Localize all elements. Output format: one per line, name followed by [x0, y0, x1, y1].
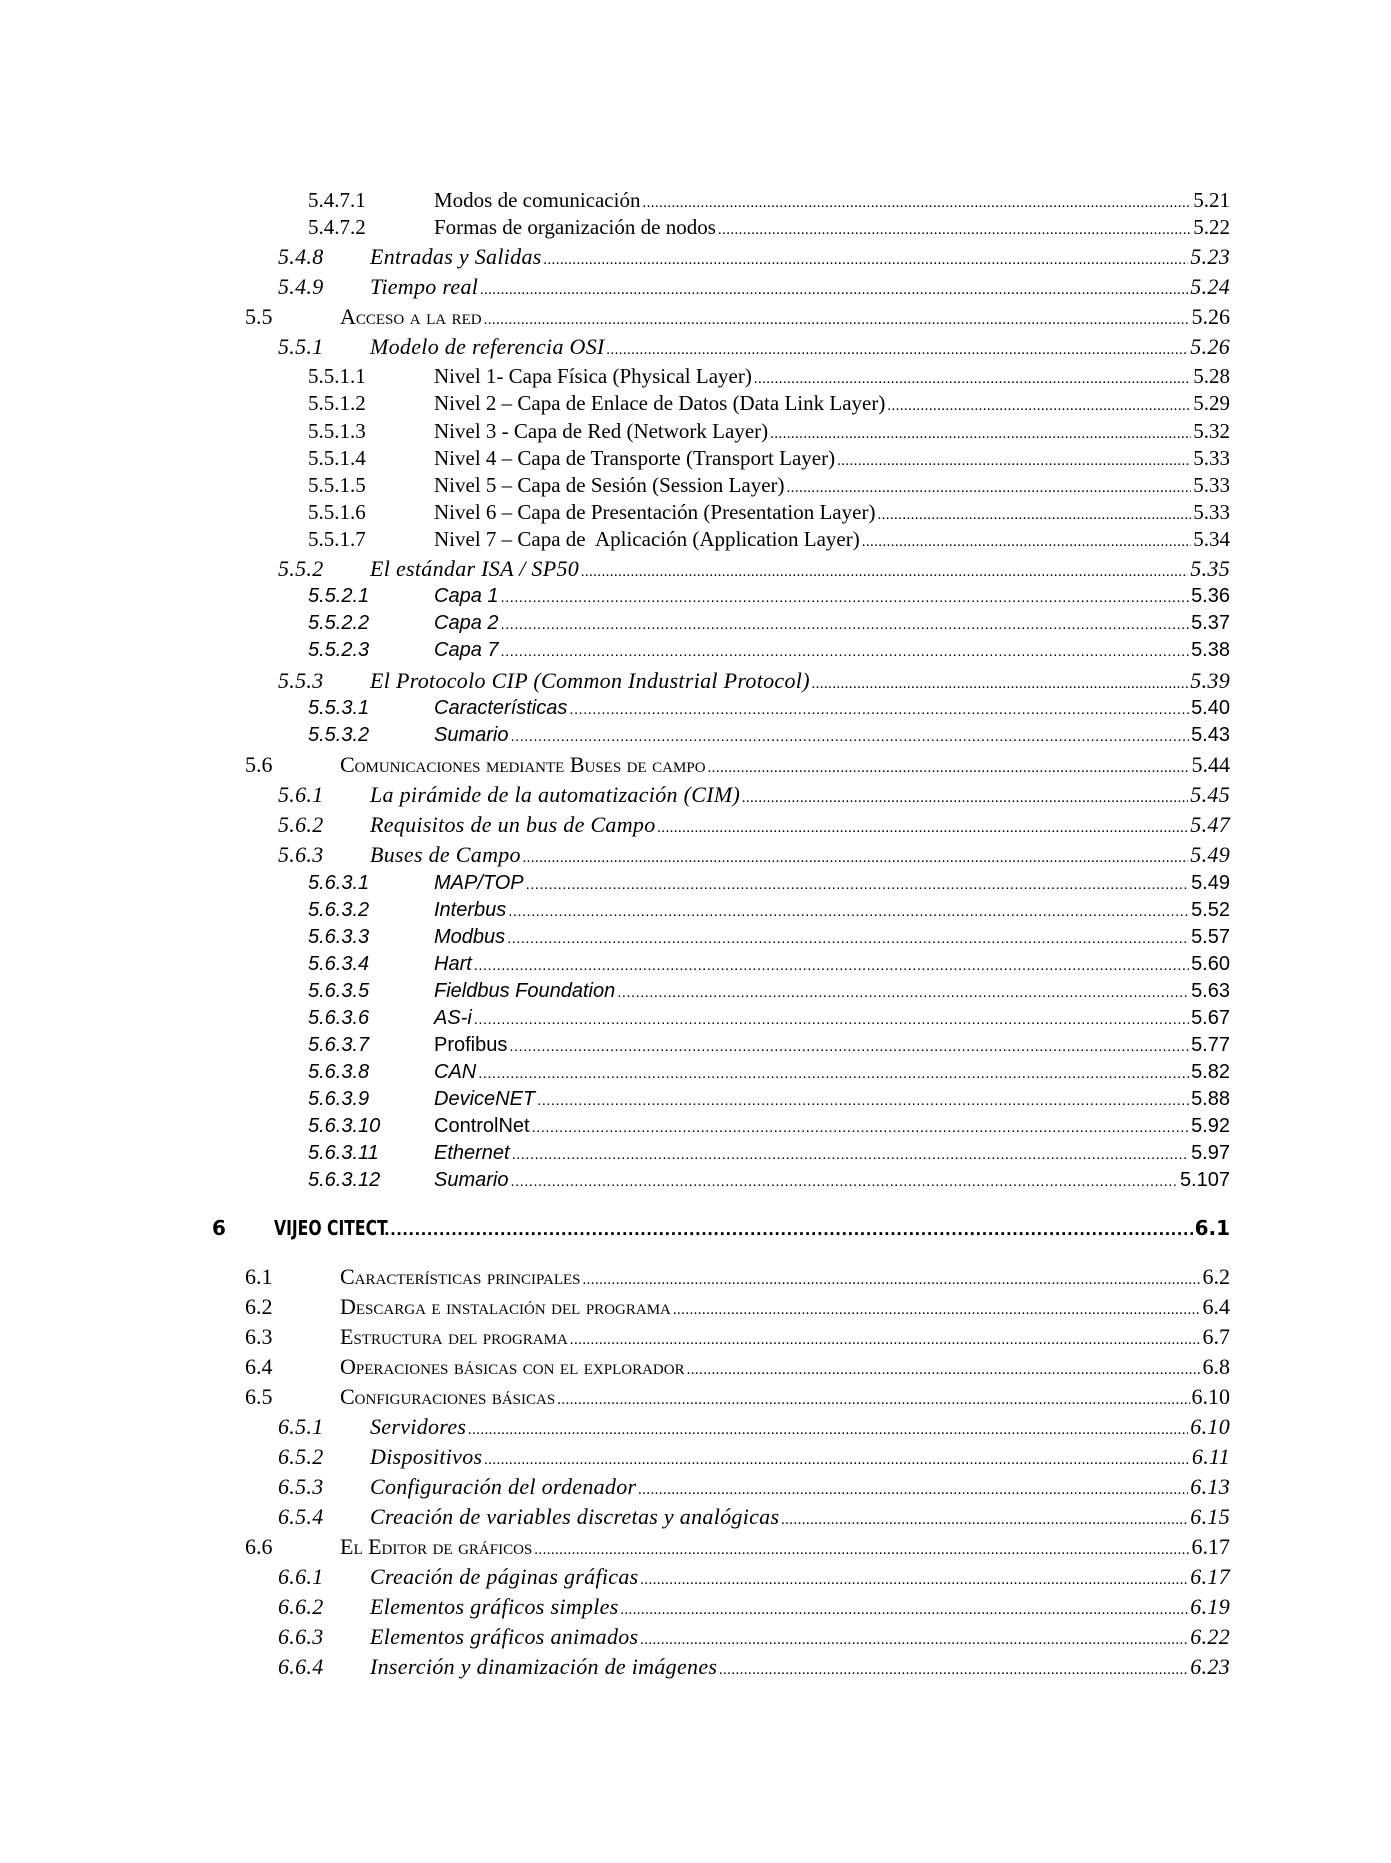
toc-entry-5-5-1[interactable] — [278, 334, 1230, 360]
dot-leader — [781, 1512, 1188, 1529]
toc-entry-5-6-3-2[interactable] — [308, 899, 1230, 922]
toc-entry-title: El Editor de gráficos — [340, 1534, 533, 1559]
toc-entry-number: 5.5.2.2 — [308, 612, 370, 634]
toc-entry-page: 5.33 — [1193, 500, 1230, 524]
toc-entry-title: Fieldbus Foundation — [434, 980, 616, 1002]
toc-entry-title: Modos de comunicación — [434, 188, 641, 212]
toc-entry-6-5-3[interactable] — [278, 1474, 1230, 1500]
toc-entry-page: 5.52 — [1191, 899, 1230, 921]
toc-entry-5-5-1-3[interactable] — [308, 419, 1230, 444]
dot-leader — [384, 1221, 1193, 1239]
toc-entry-number: 5.6.3 — [278, 842, 324, 867]
toc-entry-page: 5.97 — [1191, 1142, 1230, 1164]
dot-leader — [468, 1422, 1188, 1439]
toc-entry-number: 5.4.8 — [278, 244, 324, 269]
toc-entry-number: 5.6.3.1 — [308, 872, 370, 894]
toc-entry-5-6-3-11[interactable] — [308, 1142, 1230, 1165]
toc-entry-number: 6.3 — [245, 1324, 273, 1349]
toc-entry-5-4-7-1[interactable] — [308, 188, 1230, 213]
toc-entry-5-5-1-6[interactable] — [308, 500, 1230, 525]
toc-entry-number: 5.5.1.2 — [308, 391, 366, 415]
toc-entry-5-6-3[interactable] — [278, 842, 1230, 868]
dot-leader — [754, 371, 1191, 388]
toc-entry-title: Descarga e instalación del programa — [340, 1294, 671, 1319]
toc-entry-page: 5.29 — [1193, 391, 1230, 415]
toc-entry-number: 5.6.3.11 — [308, 1142, 379, 1164]
toc-entry-number: 6.5.2 — [278, 1444, 324, 1469]
toc-entry-6-5[interactable] — [245, 1384, 1230, 1410]
toc-entry-number: 6.2 — [245, 1294, 273, 1319]
toc-entry-title: Creación de páginas gráficas — [370, 1564, 639, 1589]
toc-entry-title: Dispositivos — [370, 1444, 483, 1469]
dot-leader — [537, 1092, 1189, 1109]
toc-entry-number: 5.6.2 — [278, 812, 324, 837]
toc-entry-6-6-1[interactable] — [278, 1564, 1230, 1590]
toc-entry-6-5-2[interactable] — [278, 1444, 1230, 1470]
toc-entry-page: 5.32 — [1193, 419, 1230, 443]
toc-entry-title: Creación de variables discretas y analógicas — [370, 1504, 780, 1529]
dot-leader — [507, 930, 1189, 947]
toc-entry-title: Nivel 3 - Capa de Red (Network Layer) — [434, 419, 769, 443]
dot-leader — [509, 1038, 1189, 1055]
toc-entry-number: 5.5.1.3 — [308, 419, 366, 443]
toc-entry-title: Capa 2 — [434, 612, 499, 634]
toc-entry-title: DeviceNET — [434, 1088, 536, 1110]
toc-chapter-number: 6 — [212, 1216, 226, 1240]
dot-leader — [484, 1452, 1190, 1469]
toc-entry-number: 5.6.3.2 — [308, 899, 370, 921]
toc-entry-title: Hart — [434, 953, 472, 975]
toc-entry-page: 5.21 — [1193, 188, 1230, 212]
toc-entry-5-5-1-1[interactable] — [308, 364, 1230, 389]
toc-entry-title: La pirámide de la automatización (CIM) — [370, 782, 741, 807]
toc-entry-5-6-3-9[interactable] — [308, 1088, 1230, 1111]
toc-entry-6-5-1[interactable] — [278, 1414, 1230, 1440]
dot-leader — [478, 1065, 1189, 1082]
toc-entry-title: Buses de Campo — [370, 842, 521, 867]
toc-entry-page: 5.36 — [1191, 585, 1230, 607]
toc-entry-number: 5.6.1 — [278, 782, 324, 807]
toc-entry-number: 5.6.3.5 — [308, 980, 370, 1002]
toc-entry-6-6-4[interactable] — [278, 1654, 1230, 1680]
toc-entry-page: 5.88 — [1191, 1088, 1230, 1110]
toc-entry-page: 5.26 — [1190, 334, 1230, 359]
toc-chapter-page: 6.1 — [1194, 1216, 1230, 1240]
toc-entry-title: Capa 7 — [434, 639, 499, 661]
toc-entry-page: 6.2 — [1202, 1264, 1230, 1289]
dot-leader — [474, 957, 1189, 974]
toc-entry-number: 6.1 — [245, 1264, 273, 1289]
toc-entry-number: 5.4.7.1 — [308, 188, 366, 212]
dot-leader — [510, 728, 1189, 745]
toc-entry-6-2[interactable] — [245, 1294, 1230, 1320]
dot-leader — [812, 676, 1188, 693]
toc-entry-5-6-3-6[interactable] — [308, 1007, 1230, 1030]
toc-entry-page: 5.22 — [1193, 215, 1230, 239]
toc-entry-number: 5.6.3.10 — [308, 1115, 381, 1137]
toc-entry-title: Configuraciones básicas — [340, 1384, 556, 1409]
toc-entry-number: 5.5.1.5 — [308, 473, 366, 497]
toc-entry-title: Tiempo real — [370, 274, 479, 299]
toc-entry-title: MAP/TOP — [434, 872, 524, 894]
toc-entry-5-6-3-7[interactable] — [308, 1034, 1230, 1057]
toc-entry-5-6-2[interactable] — [278, 812, 1230, 838]
dot-leader — [621, 1602, 1189, 1619]
toc-entry-title: Configuración del ordenador — [370, 1474, 637, 1499]
toc-entry-page: 6.10 — [1191, 1384, 1230, 1409]
toc-entry-title: Interbus — [434, 899, 507, 921]
toc-entry-page: 5.82 — [1191, 1061, 1230, 1083]
dot-leader — [523, 850, 1188, 867]
toc-entry-number: 6.6 — [245, 1534, 273, 1559]
toc-entry-title: Modelo de referencia OSI — [370, 334, 605, 359]
toc-entry-5-5-1-7[interactable] — [308, 527, 1230, 552]
toc-entry-number: 5.6.3.9 — [308, 1088, 370, 1110]
toc-entry-5-5-1-5[interactable] — [308, 473, 1230, 498]
toc-entry-5-6-3-3[interactable] — [308, 926, 1230, 949]
dot-leader — [787, 480, 1192, 497]
toc-entry-number: 6.5.1 — [278, 1414, 324, 1439]
dot-leader — [569, 701, 1189, 718]
toc-entry-title: Nivel 6 – Capa de Presentación (Presentation Layer) — [434, 500, 876, 524]
toc-entry-number: 5.6.3.3 — [308, 926, 370, 948]
toc-entry-5-5-2-3[interactable] — [308, 639, 1230, 662]
toc-entry-number: 5.5.3.1 — [308, 697, 370, 719]
toc-entry-page: 5.45 — [1190, 782, 1230, 807]
toc-entry-number: 5.5.1.1 — [308, 364, 366, 388]
toc-entry-title: Nivel 2 – Capa de Enlace de Datos (Data Link Layer) — [434, 391, 886, 415]
toc-entry-page: 6.17 — [1191, 1534, 1230, 1559]
toc-entry-5-6-3-4[interactable] — [308, 953, 1230, 976]
toc-entry-number: 6.6.3 — [278, 1624, 324, 1649]
toc-entry-page: 6.7 — [1202, 1324, 1230, 1349]
toc-entry-5-6[interactable] — [245, 752, 1230, 778]
toc-entry-page: 5.35 — [1190, 556, 1230, 581]
toc-entry-number: 5.6.3.7 — [308, 1034, 370, 1056]
toc-entry-title: Comunicaciones mediante Buses de campo — [340, 752, 706, 777]
toc-entry-page: 5.23 — [1190, 244, 1230, 269]
dot-leader — [887, 398, 1191, 415]
dot-leader — [658, 820, 1189, 837]
toc-entry-6-5-4[interactable] — [278, 1504, 1230, 1530]
dot-leader — [510, 1173, 1177, 1190]
toc-entry-page: 5.43 — [1191, 724, 1230, 746]
toc-entry-6-1[interactable] — [245, 1264, 1230, 1290]
toc-entry-5-5-2-1[interactable] — [308, 585, 1230, 608]
toc-entry-title: Características principales — [340, 1264, 581, 1289]
toc-entry-page: 5.49 — [1190, 842, 1230, 867]
dot-leader — [532, 1119, 1189, 1136]
dot-leader — [718, 222, 1191, 239]
dot-leader — [607, 342, 1189, 359]
toc-entry-5-5-1-2[interactable] — [308, 391, 1230, 416]
toc-entry-page: 5.63 — [1191, 980, 1230, 1002]
toc-entry-page: 5.26 — [1191, 304, 1230, 329]
toc-entry-title: CAN — [434, 1061, 477, 1083]
dot-leader — [583, 1272, 1201, 1289]
toc-entry-title: Sumario — [434, 1169, 509, 1191]
dot-leader — [617, 984, 1189, 1001]
toc-entry-page: 5.33 — [1193, 446, 1230, 470]
toc-entry-page: 5.40 — [1191, 697, 1230, 719]
dot-leader — [526, 876, 1189, 893]
toc-entry-5-4-9[interactable] — [278, 274, 1230, 300]
toc-entry-page: 6.4 — [1202, 1294, 1230, 1319]
toc-entry-number: 5.5.1.6 — [308, 500, 366, 524]
toc-entry-page: 6.15 — [1190, 1504, 1230, 1529]
toc-entry-page: 5.44 — [1191, 752, 1230, 777]
toc-entry-6-6-2[interactable] — [278, 1594, 1230, 1620]
toc-entry-title: Formas de organización de nodos — [434, 215, 716, 239]
toc-entry-5-6-3-8[interactable] — [308, 1061, 1230, 1084]
toc-entry-6-3[interactable] — [245, 1324, 1230, 1350]
toc-entry-title: Servidores — [370, 1414, 467, 1439]
dot-leader — [837, 453, 1191, 470]
toc-entry-number: 5.4.9 — [278, 274, 324, 299]
toc-entry-number: 6.5 — [245, 1384, 273, 1409]
toc-entry-5-5-2-2[interactable] — [308, 612, 1230, 635]
toc-entry-page: 5.47 — [1190, 812, 1230, 837]
dot-leader — [687, 1362, 1201, 1379]
toc-entry-5-6-3-5[interactable] — [308, 980, 1230, 1003]
dot-leader — [508, 903, 1189, 920]
toc-chapter-6[interactable] — [212, 1216, 1230, 1240]
toc-entry-6-4[interactable] — [245, 1354, 1230, 1380]
toc-entry-5-5[interactable] — [245, 304, 1230, 330]
dot-leader — [708, 760, 1190, 777]
toc-entry-title: Elementos gráficos animados — [370, 1624, 639, 1649]
toc-entry-5-6-1[interactable] — [278, 782, 1230, 808]
toc-entry-5-5-3-2[interactable] — [308, 724, 1230, 747]
toc-entry-page: 5.34 — [1193, 527, 1230, 551]
toc-entry-title: AS-i — [434, 1007, 472, 1029]
toc-entry-number: 6.6.1 — [278, 1564, 324, 1589]
dot-leader — [501, 589, 1190, 606]
toc-entry-page: 5.57 — [1191, 926, 1230, 948]
toc-entry-page: 6.10 — [1190, 1414, 1230, 1439]
toc-entry-title: Acceso a la red — [340, 304, 482, 329]
toc-entry-number: 5.5.3 — [278, 668, 324, 693]
toc-entry-5-6-3-12[interactable] — [308, 1169, 1230, 1192]
toc-entry-title: Entradas y Salidas — [370, 244, 542, 269]
toc-entry-title: Nivel 4 – Capa de Transporte (Transport Layer) — [434, 446, 836, 470]
toc-entry-page: 5.60 — [1191, 953, 1230, 975]
dot-leader — [512, 1146, 1189, 1163]
dot-leader — [501, 643, 1190, 660]
toc-entry-number: 6.4 — [245, 1354, 273, 1379]
dot-leader — [877, 507, 1191, 524]
toc-entry-title: Características — [434, 697, 568, 719]
toc-entry-title: Inserción y dinamización de imágenes — [370, 1654, 718, 1679]
toc-entry-5-4-8[interactable] — [278, 244, 1230, 270]
toc-entry-number: 6.6.4 — [278, 1654, 324, 1679]
toc-entry-5-6-3-10[interactable] — [308, 1115, 1230, 1138]
dot-leader — [640, 1632, 1188, 1649]
toc-entry-page: 6.11 — [1191, 1444, 1230, 1469]
dot-leader — [719, 1662, 1188, 1679]
dot-leader — [862, 534, 1192, 551]
toc-entry-title: Ethernet — [434, 1142, 510, 1164]
toc-entry-page: 5.49 — [1191, 872, 1230, 894]
toc-entry-page: 6.22 — [1190, 1624, 1230, 1649]
dot-leader — [534, 1542, 1189, 1559]
dot-leader — [581, 564, 1188, 581]
toc-entry-page: 5.77 — [1191, 1034, 1230, 1056]
toc-entry-number: 6.5.3 — [278, 1474, 324, 1499]
dot-leader — [480, 282, 1188, 299]
toc-entry-page: 5.67 — [1191, 1007, 1230, 1029]
toc-entry-number: 5.5.2 — [278, 556, 324, 581]
toc-entry-6-6-3[interactable] — [278, 1624, 1230, 1650]
toc-entry-number: 5.5.1 — [278, 334, 324, 359]
toc-entry-page: 5.28 — [1193, 364, 1230, 388]
toc-entry-title: Modbus — [434, 926, 506, 948]
toc-entry-page: 5.39 — [1190, 668, 1230, 693]
toc-entry-number: 5.6 — [245, 752, 273, 777]
toc-entry-number: 5.4.7.2 — [308, 215, 366, 239]
dot-leader — [484, 312, 1190, 329]
toc-entry-title: Operaciones básicas con el explorador — [340, 1354, 685, 1379]
dot-leader — [557, 1392, 1189, 1409]
toc-entry-number: 5.6.3.6 — [308, 1007, 370, 1029]
toc-entry-5-4-7-2[interactable] — [308, 215, 1230, 240]
toc-entry-5-6-3-1[interactable] — [308, 872, 1230, 895]
toc-entry-title: Profibus — [434, 1034, 508, 1056]
dot-leader — [474, 1011, 1189, 1028]
toc-entry-6-6[interactable] — [245, 1534, 1230, 1560]
toc-entry-title: Nivel 1- Capa Física (Physical Layer) — [434, 364, 752, 388]
toc-entry-5-5-3-1[interactable] — [308, 697, 1230, 720]
toc-entry-number: 6.6.2 — [278, 1594, 324, 1619]
toc-entry-title: El estándar ISA / SP50 — [370, 556, 580, 581]
toc-entry-title: Sumario — [434, 724, 509, 746]
toc-entry-5-5-1-4[interactable] — [308, 446, 1230, 471]
dot-leader — [638, 1482, 1188, 1499]
toc-entry-title: Capa 1 — [434, 585, 499, 607]
toc-entry-title: ControlNet — [434, 1115, 530, 1137]
toc-entry-page: 5.92 — [1191, 1115, 1230, 1137]
dot-leader — [742, 790, 1188, 807]
toc-entry-number: 6.5.4 — [278, 1504, 324, 1529]
toc-entry-page: 5.33 — [1193, 473, 1230, 497]
toc-entry-number: 5.5.3.2 — [308, 724, 370, 746]
toc-entry-title: Nivel 7 – Capa de Aplicación (Application Layer) — [434, 527, 860, 551]
toc-entry-title: El Protocolo CIP (Common Industrial Protocol) — [370, 668, 810, 693]
toc-entry-number: 5.6.3.4 — [308, 953, 370, 975]
toc-entry-5-5-2[interactable] — [278, 556, 1230, 582]
toc-entry-page: 6.23 — [1190, 1654, 1230, 1679]
dot-leader — [641, 1572, 1189, 1589]
toc-entry-number: 5.5.2.1 — [308, 585, 370, 607]
toc-entry-page: 5.37 — [1191, 612, 1230, 634]
toc-entry-number: 5.5 — [245, 304, 273, 329]
toc-entry-page: 6.13 — [1190, 1474, 1230, 1499]
dot-leader — [544, 252, 1189, 269]
toc-entry-title: Nivel 5 – Capa de Sesión (Session Layer) — [434, 473, 785, 497]
toc-entry-number: 5.5.2.3 — [308, 639, 370, 661]
toc-entry-5-5-3[interactable] — [278, 668, 1230, 694]
dot-leader — [570, 1332, 1201, 1349]
toc-entry-page: 6.17 — [1190, 1564, 1230, 1589]
toc-entry-number: 5.6.3.12 — [308, 1169, 381, 1191]
dot-leader — [642, 195, 1191, 212]
toc-entry-page: 5.107 — [1179, 1169, 1230, 1191]
toc-entry-page: 6.19 — [1190, 1594, 1230, 1619]
dot-leader — [770, 426, 1191, 443]
dot-leader — [501, 616, 1190, 633]
dot-leader — [673, 1302, 1201, 1319]
toc-entry-number: 5.5.1.4 — [308, 446, 366, 470]
toc-entry-number: 5.5.1.7 — [308, 527, 366, 551]
toc-entry-title: Requisitos de un bus de Campo — [370, 812, 656, 837]
toc-entry-number: 5.6.3.8 — [308, 1061, 370, 1083]
toc-chapter-title: VIJEO CITECT — [274, 1216, 388, 1240]
toc-entry-page: 5.24 — [1190, 274, 1230, 299]
toc-entry-page: 5.38 — [1191, 639, 1230, 661]
toc-entry-page: 6.8 — [1202, 1354, 1230, 1379]
toc-entry-title: Estructura del programa — [340, 1324, 568, 1349]
toc-entry-title: Elementos gráficos simples — [370, 1594, 619, 1619]
